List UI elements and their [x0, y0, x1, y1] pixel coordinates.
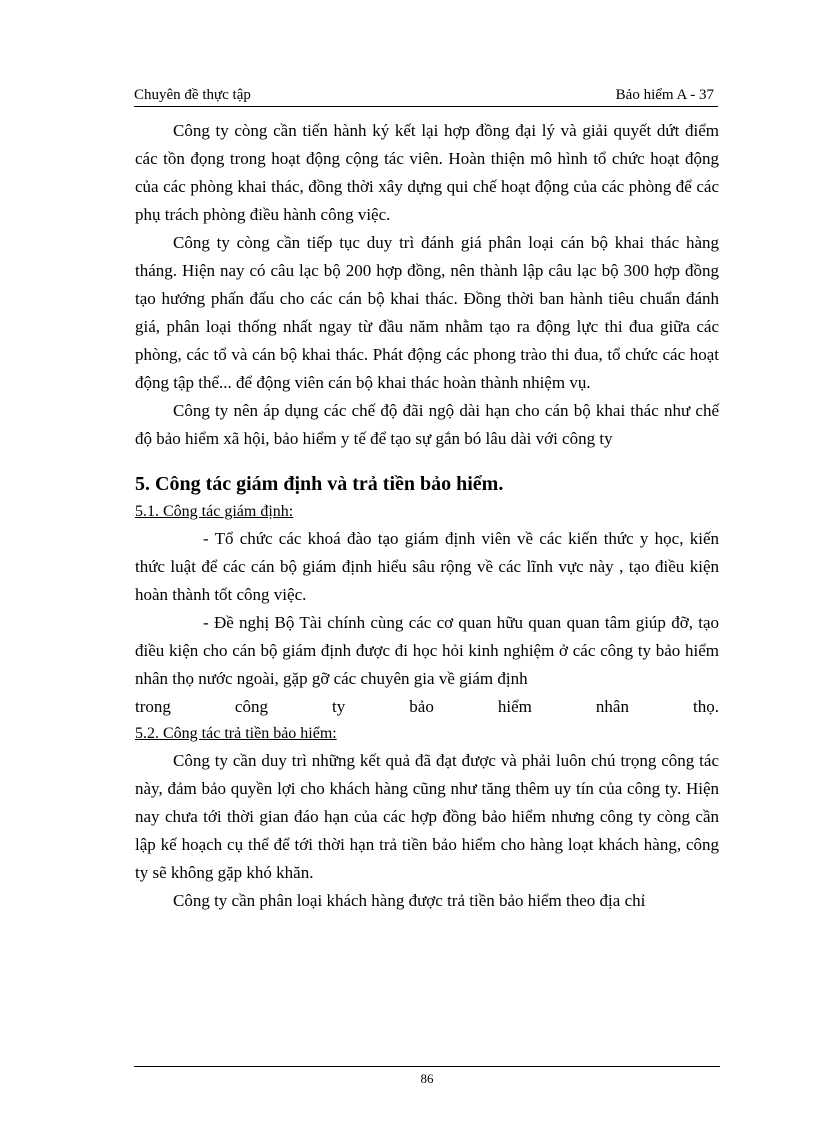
paragraph: Công ty cần duy trì những kết quả đã đạt được và phải luôn chú trọng công tác này, đảm bảo quyền lợi cho khách hàng cũng như tăng thêm uy tín của công ty. Hiện nay chưa tới thời gian đáo hạn của các hợp đồng bảo hiểm nhưng công ty còng cần lập kế hoạch cụ thể để tới thời hạn trả tiền bảo hiểm cho hàng loạt khách hàng, công ty sẽ không gặp khó khăn.: [135, 751, 719, 882]
page-number: 86: [420, 1071, 434, 1086]
header-left-text: Chuyên đề thực tập: [134, 87, 251, 103]
paragraph: Công ty còng cần tiến hành ký kết lại hợp đồng đại lý và giải quyết dứt điểm các tồn đọng trong hoạt động cộng tác viên. Hoàn thiện mô hình tổ chức hoạt động của các phòng khai thác, đồng thời xây dựng qui chế hoạt động của các phòng để các phụ trách phòng điều hành công việc.: [135, 121, 719, 224]
list-item-last-line: trong công ty bảo hiểm nhân thọ.: [135, 697, 719, 716]
header-right-text: Bảo hiểm A - 37: [615, 87, 714, 103]
list-item: - Đề nghị Bộ Tài chính cùng các cơ quan hữu quan quan tâm giúp đỡ, tạo điều kiện cho cán bộ giám định được đi học hỏi kinh nghiệm ở các công ty bảo hiểm nhân thọ nước ngoài, gặp gỡ các chuyên gia về giám định: [135, 613, 719, 688]
subsection-heading: 5.1. Công tác giám định:: [135, 503, 294, 520]
paragraph: Công ty còng cần tiếp tục duy trì đánh giá phân loại cán bộ khai thác hàng tháng. Hiện nay có câu lạc bộ 200 hợp đồng, nên thành lập câu lạc bộ 300 hợp đồng tạo hướng phấn đấu cho các cán bộ khai thác. Đồng thời ban hành tiêu chuẩn đánh giá, phân loại thống nhất ngay từ đầu năm nhằm tạo ra động lực thi đua giữa các phòng, các tổ và cán bộ khai thác. Phát động các phong trào thi đua, tổ chức các hoạt động tập thể... để động viên cán bộ khai thác hoàn thành nhiệm vụ.: [135, 233, 719, 392]
page-content: [135, 117, 719, 915]
list-item: - Tổ chức các khoá đào tạo giám định viên về các kiến thức y học, kiến thức luật để các cán bộ giám định hiểu sâu rộng về các lĩnh vực này , tạo điều kiện hoàn thành tốt công việc.: [135, 529, 719, 604]
page-header: [134, 86, 718, 107]
page-footer: [134, 1066, 720, 1087]
paragraph: Công ty nên áp dụng các chế độ đãi ngộ dài hạn cho cán bộ khai thác như chế độ bảo hiểm xã hội, bảo hiểm y tế để tạo sự gắn bó lâu dài với công ty: [135, 401, 719, 448]
paragraph: Công ty cần phân loại khách hàng được trả tiền bảo hiểm theo địa chỉ: [173, 891, 646, 910]
subsection-heading: 5.2. Công tác trả tiền bảo hiểm:: [135, 725, 337, 742]
section-heading: 5. Công tác giám định và trả tiền bảo hiểm.: [135, 473, 504, 495]
